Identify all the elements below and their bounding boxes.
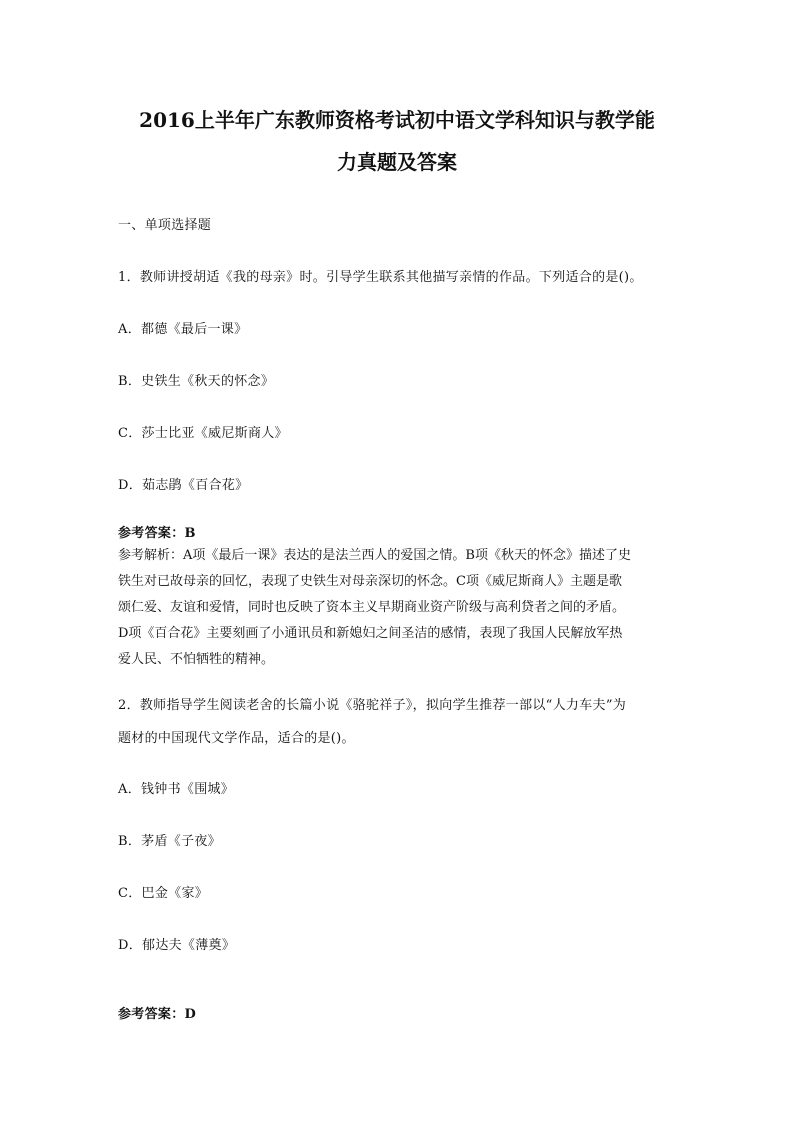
question-1-option-b: B．史铁生《秋天的怀念》 xyxy=(118,374,275,389)
section-heading: 一、单项选择题 xyxy=(118,218,212,233)
analysis-line: 爱人民、不怕牺牲的精神。 xyxy=(118,652,275,667)
question-2-stem-line-1: 2．教师指导学生阅读老舍的长篇小说《骆驼祥子》，拟向学生推荐一部以“人力车夫”为 xyxy=(118,698,627,713)
question-1-answer: 参考答案：B xyxy=(118,526,196,541)
question-1-option-c: C．莎士比亚《威尼斯商人》 xyxy=(118,426,288,441)
document-title-line-2: 力真题及答案 xyxy=(337,150,457,174)
question-1-stem: 1．教师讲授胡适《我的母亲》时。引导学生联系其他描写亲情的作品。下列适合的是()。 xyxy=(118,270,643,285)
analysis-line: 参考解析：A项《最后一课》表达的是法兰西人的爱国之情。B项《秋天的怀念》描述了史 xyxy=(118,548,631,563)
question-2-stem-line-2: 题材的中国现代文学作品，适合的是()。 xyxy=(118,731,355,746)
analysis-line: 铁生对已故母亲的回忆，表现了史铁生对母亲深切的怀念。C项《威尼斯商人》主题是歌 xyxy=(118,574,622,589)
question-2-option-c: C．巴金《家》 xyxy=(118,886,209,901)
question-2-option-d: D．郁达夫《薄奠》 xyxy=(118,938,236,953)
question-2-answer: 参考答案：D xyxy=(118,1007,197,1022)
question-1-analysis xyxy=(118,543,678,673)
question-1-option-d: D．茹志鹃《百合花》 xyxy=(118,478,249,493)
document-title-line-1: 2016上半年广东教师资格考试初中语文学科知识与教学能 xyxy=(139,108,655,132)
question-2-option-a: A．钱钟书《围城》 xyxy=(118,782,235,797)
analysis-line: D项《百合花》主要刻画了小通讯员和新媳妇之间圣洁的感情，表现了我国人民解放军热 xyxy=(118,626,623,641)
analysis-line: 颂仁爱、友谊和爱情，同时也反映了资本主义早期商业资产阶级与高利贷者之间的矛盾。 xyxy=(118,600,626,615)
question-1-option-a: A．都德《最后一课》 xyxy=(118,322,248,337)
question-2-option-b: B．茅盾《子夜》 xyxy=(118,834,221,849)
